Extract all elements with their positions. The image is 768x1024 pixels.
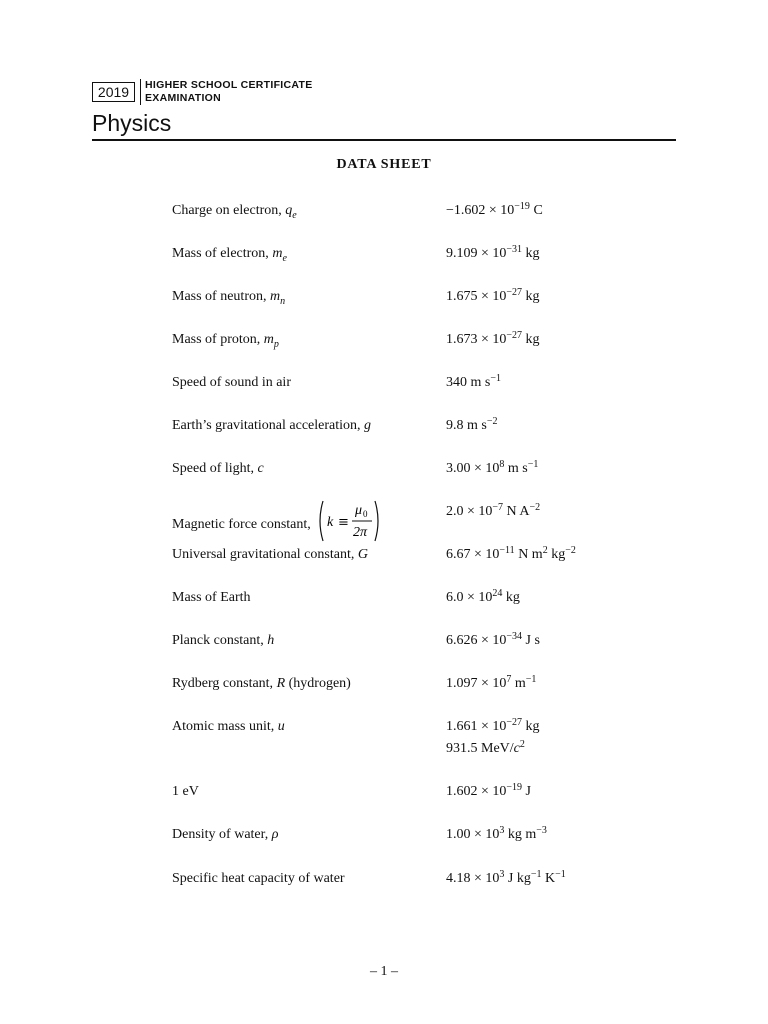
- sheet-title: DATA SHEET: [336, 157, 432, 172]
- row-value-alt: 931.5 MeV/$c^2$: [446, 739, 525, 756]
- formula-den: 2π: [352, 525, 367, 540]
- row-value: $1.675 \times 10^{-27}$ kg: [446, 287, 540, 304]
- row-value: 9.8 m $s^{-2}$: [446, 416, 498, 433]
- exam-title-line2: EXAMINATION: [145, 92, 222, 104]
- row-label: Speed of sound in air: [172, 375, 291, 390]
- formula-equiv: ≡: [337, 515, 349, 530]
- row-label: Mass of Earth: [172, 590, 251, 605]
- row-value: $-1.602 \times 10^{-19}$ C: [446, 201, 543, 218]
- row-label: Earth’s gravitational acceleration, g: [172, 418, 372, 433]
- row-value: 340 m $s^{-1}$: [446, 373, 501, 390]
- row-label: Charge on electron, $q_e$: [172, 203, 297, 221]
- page-number: – 1 –: [370, 964, 398, 979]
- row-label: Specific heat capacity of water: [172, 871, 345, 886]
- row-label: Mass of electron, $m_e$: [172, 246, 287, 264]
- row-value: $6.626 \times 10^{-34}$ J s: [446, 631, 540, 648]
- subject-title: Physics: [92, 110, 172, 136]
- formula-mu: μ: [354, 503, 362, 518]
- exam-year: 2019: [97, 84, 130, 100]
- row-label: 1 eV: [172, 784, 199, 799]
- row-value: $1.673 \times 10^{-27}$ kg: [446, 330, 540, 347]
- row-value: $9.109 \times 10^{-31}$ kg: [446, 244, 540, 261]
- formula-k: k: [326, 515, 333, 530]
- row-label: Rydberg constant, R (hydrogen): [172, 676, 351, 691]
- row-label: Universal gravitational constant, G: [172, 547, 368, 562]
- row-label: Magnetic force constant, k ≡ μ 0 2π: [172, 503, 381, 547]
- row-label: Density of water, ρ: [172, 827, 279, 842]
- exam-title-line1: HIGHER SCHOOL CERTIFICATE: [145, 79, 313, 91]
- row-label: Speed of light, c: [172, 461, 264, 476]
- row-value: $1.00 \times 10^3$ kg $m^{-3}$: [446, 825, 547, 842]
- formula-mu-sub: 0: [362, 509, 368, 519]
- row-value: $6.67 \times 10^{-11}$ N $m^2$ $kg^{-2}$: [446, 545, 576, 562]
- row-value: $6.0 \times 10^{24}$ kg: [446, 588, 520, 605]
- magnetic-constant-formula: [317, 499, 381, 543]
- row-value: $3.00 \times 10^8$ m $s^{-1}$: [446, 459, 539, 476]
- row-label: Planck constant, h: [172, 633, 275, 648]
- row-label: Atomic mass unit, u: [172, 719, 285, 734]
- row-value: $1.097 \times 10^7$ $m^{-1}$: [446, 674, 537, 691]
- row-label: Mass of neutron, $m_n$: [172, 289, 286, 307]
- row-value: $2.0 \times 10^{-7}$ N $A^{-2}$: [446, 502, 541, 519]
- row-value: $1.661 \times 10^{-27}$ kg: [446, 717, 540, 734]
- row-label: Mass of proton, $m_p$: [172, 332, 279, 350]
- row-value: $4.18 \times 10^3$ J $kg^{-1}$ $K^{-1}$: [446, 869, 566, 886]
- row-value: $1.602 \times 10^{-19}$ J: [446, 782, 531, 799]
